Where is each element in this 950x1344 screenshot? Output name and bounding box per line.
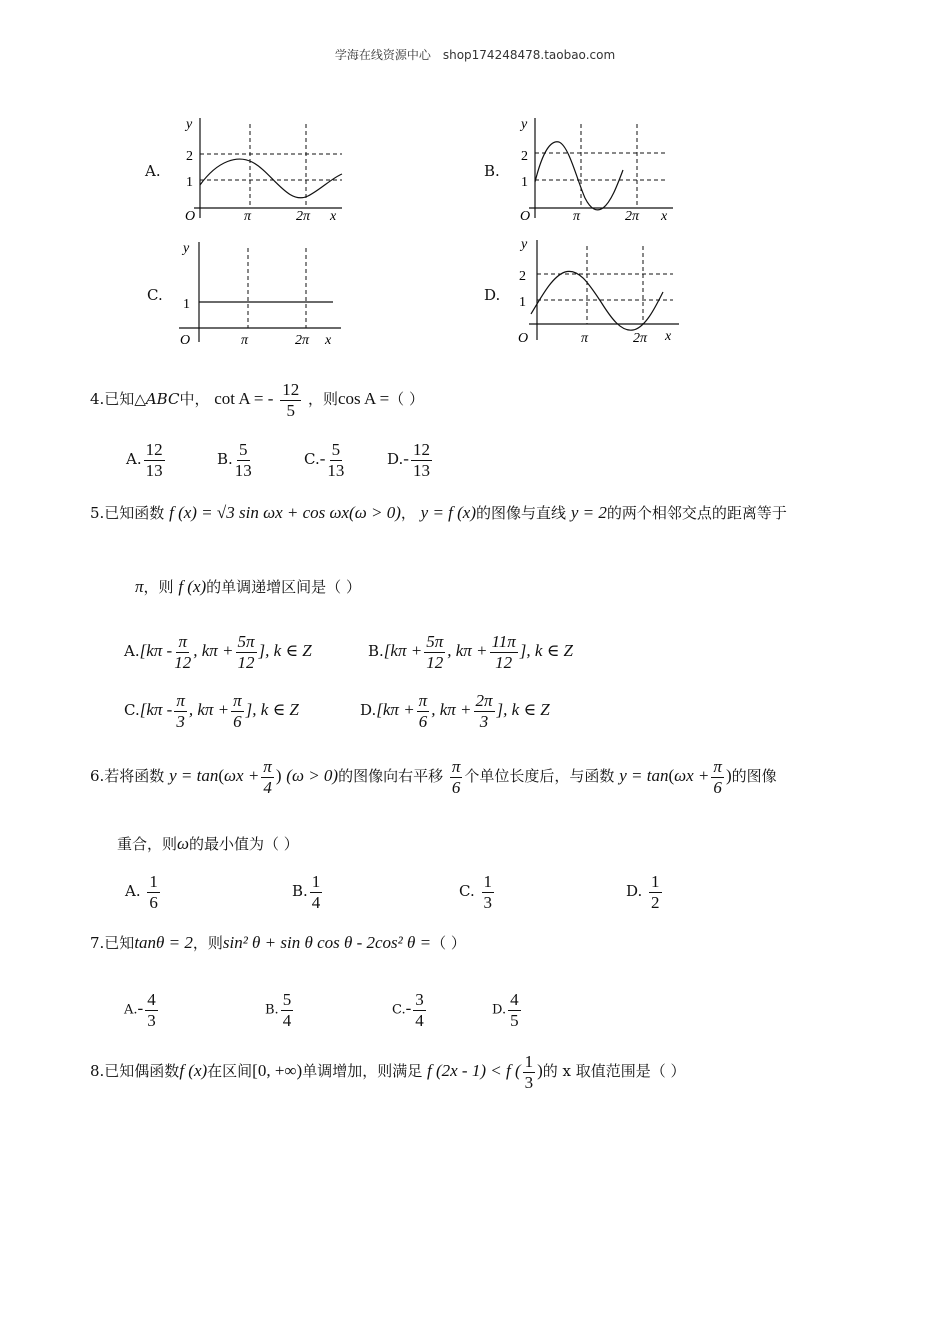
q6-option-b: B. $\frac{1}{4}$ xyxy=(292,872,321,912)
graph-b-tick-1: 1 xyxy=(521,175,528,190)
graph-d-label: D. xyxy=(484,286,501,304)
q7-option-b: B. $\frac{5}{4}$ xyxy=(265,990,292,1030)
graph-b xyxy=(515,110,680,225)
graph-c-tick-1: 1 xyxy=(183,297,190,312)
q6-stem-line2: 重合，则ω的最小值为（ ） xyxy=(117,834,299,853)
q7-stem: 7.已知tanθ = 2，则sin² θ + sin θ cos θ - 2cos² θ =（ ） xyxy=(90,933,466,952)
graph-b-tick-2: 2 xyxy=(521,149,528,164)
graph-b-label: B. xyxy=(484,162,500,180)
graph-b-2pi: 2π xyxy=(625,209,640,224)
graph-c-2pi: 2π xyxy=(295,333,310,348)
graph-c xyxy=(175,234,345,349)
graph-a-pi: π xyxy=(244,209,252,224)
page-header: 学海在线资源中心 shop174248478.taobao.com xyxy=(334,48,616,62)
q6-option-d: D. $\frac{1}{2}$ xyxy=(626,872,660,912)
graph-a-label: A. xyxy=(145,162,161,180)
q6-option-a: A. $\frac{1}{6}$ xyxy=(125,872,158,912)
q6-stem-line1: 6.若将函数 y = tan(ωx + $\frac{\pi}{4}$ ) (ω > 0)的图像向右平移 $\frac{\pi}{6}$ 个单位长度后，与函数 y = tan(ωx + $\frac{\pi}{6}$ )的图像 xyxy=(90,757,777,797)
q4-option-b: B. $\frac{5}{13}$ xyxy=(217,440,252,480)
graph-d-y-label: y xyxy=(521,237,528,252)
q8-stem: 8.已知偶函数f (x)在区间[0, +∞)单调增加，则满足 f (2x - 1) < f ( $\frac{1}{3}$ )的 x 取值范围是（ ） xyxy=(90,1052,686,1092)
graph-b-y-label: y xyxy=(521,117,528,132)
graph-d-pi: π xyxy=(581,331,589,346)
q5-option-c: C.[kπ - $\frac{\pi}{3}$ , kπ + $\frac{\pi}{6}$ ], k ∈ Z xyxy=(124,691,299,731)
q5-option-a: A.[kπ - $\frac{\pi}{12}$ , kπ + $\frac{5\pi}{12}$ ], k ∈ Z xyxy=(124,632,312,672)
q5-option-b: B.[kπ + $\frac{5\pi}{12}$ , kπ + $\frac{11\pi}{12}$ ], k ∈ Z xyxy=(368,632,573,672)
q5-stem-line2: π，则 f (x)的单调递增区间是（ ） xyxy=(135,577,361,596)
q7-option-c: C.- $\frac{3}{4}$ xyxy=(392,990,424,1030)
graph-d-origin: O xyxy=(518,331,529,346)
q6-option-c: C. $\frac{1}{3}$ xyxy=(459,872,492,912)
graph-d-tick-2: 2 xyxy=(519,269,526,284)
graph-c-label: C. xyxy=(147,286,163,304)
q4-option-a: A. $\frac{12}{13}$ xyxy=(126,440,163,480)
graph-b-origin: O xyxy=(520,209,531,224)
graph-b-pi: π xyxy=(573,209,581,224)
q7-option-a: A.- $\frac{4}{3}$ xyxy=(124,990,156,1030)
graph-c-origin: O xyxy=(180,333,191,348)
q7-option-d: D. $\frac{4}{5}$ xyxy=(492,990,519,1030)
graph-d xyxy=(513,234,683,349)
graph-d-x-label: x xyxy=(665,329,672,344)
graph-a-y-label: y xyxy=(186,117,193,132)
graph-d-tick-1: 1 xyxy=(519,295,526,310)
q4-option-c: C.- $\frac{5}{13}$ xyxy=(304,440,345,480)
graph-c-y-label: y xyxy=(183,241,190,256)
graph-b-x-label: x xyxy=(661,209,668,224)
graph-a-2pi: 2π xyxy=(296,209,311,224)
q5-stem-line1: 5.已知函数 f (x) = √3 sin ωx + cos ωx(ω > 0)， y = f (x)的图像与直线 y = 2的两个相邻交点的距离等于 xyxy=(90,503,787,522)
graph-a-tick-1: 1 xyxy=(186,175,193,190)
graph-a xyxy=(180,110,350,225)
graph-a-tick-2: 2 xyxy=(186,149,193,164)
graph-d-2pi: 2π xyxy=(633,331,648,346)
q4-option-d: D.- $\frac{12}{13}$ xyxy=(387,440,430,480)
q4-stem: 4.已知△ABC中， cot A = - $\frac{12}{5}$ ，则cos A =（ ） xyxy=(90,380,424,420)
graph-a-x-label: x xyxy=(330,209,337,224)
q5-option-d: D.[kπ + $\frac{\pi}{6}$ , kπ + $\frac{2\pi}{3}$ ], k ∈ Z xyxy=(360,691,550,731)
graph-c-pi: π xyxy=(241,333,249,348)
graph-a-origin: O xyxy=(185,209,196,224)
graph-c-x-label: x xyxy=(325,333,332,348)
